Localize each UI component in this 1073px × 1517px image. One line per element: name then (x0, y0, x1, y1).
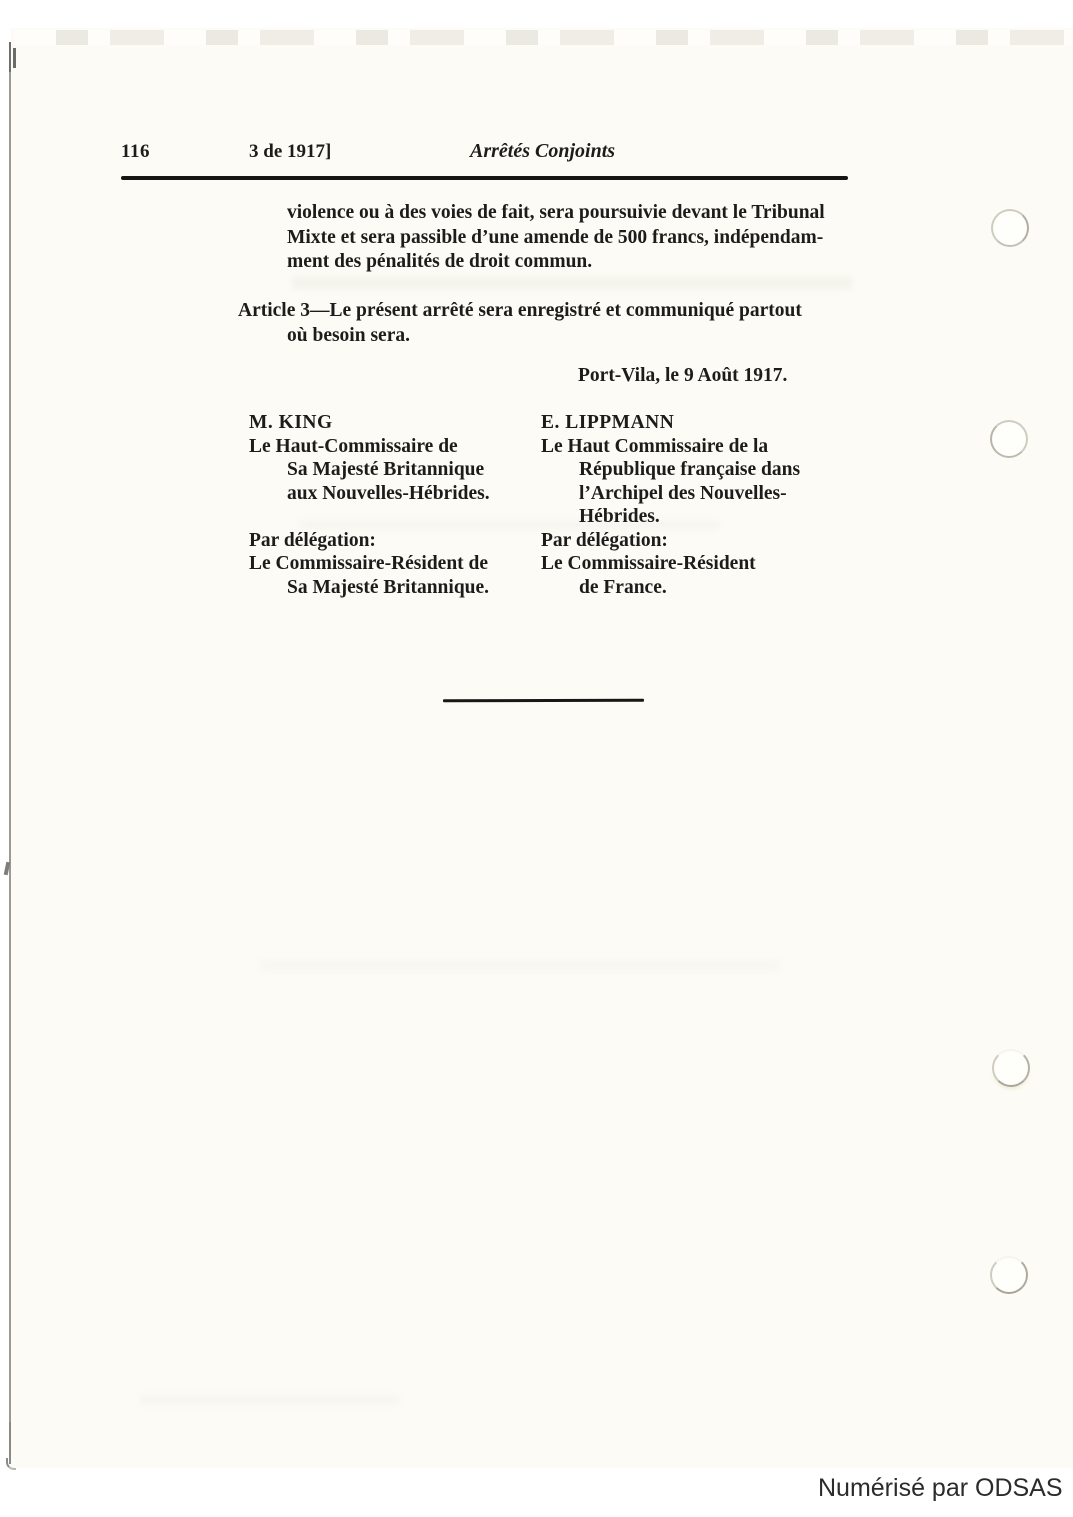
signature-lines (541, 435, 800, 600)
signatory-name: E. LIPPMANN (541, 412, 675, 433)
text-line: ment des pénalités de droit commun. (287, 251, 593, 272)
text-line: de France. (579, 576, 667, 598)
signatory-name: M. KING (249, 412, 333, 433)
page-number: 116 (121, 141, 150, 162)
header-section-ref: 3 de 1917] (249, 141, 332, 162)
text-line: où besoin sera. (287, 324, 410, 346)
text-line: l’Archipel des Nouvelles- (579, 482, 787, 504)
separator-rule (443, 699, 644, 702)
signature-block-british (249, 411, 490, 599)
page-edge-shadow-line (9, 42, 11, 1464)
body-paragraph (287, 201, 825, 275)
text-line (249, 505, 490, 529)
scan-artifact-tick (13, 48, 16, 68)
punch-hole (991, 209, 1029, 247)
text-line: aux Nouvelles-Hébrides. (287, 482, 490, 504)
scan-smudge (260, 960, 780, 972)
dateline: Port-Vila, le 9 Août 1917. (578, 365, 788, 386)
scan-artifact-hook (6, 1458, 16, 1470)
scan-smudge (140, 1395, 400, 1405)
punch-hole (992, 1049, 1030, 1087)
text-line: Hébrides. (579, 506, 660, 527)
text-line: Sa Majesté Britannique (287, 459, 485, 480)
text-line: Mixte et sera passible d’une amende de 500 francs, indépendam- (287, 226, 824, 248)
scan-edge-dashes (14, 30, 1073, 45)
text-line: République française dans (579, 459, 801, 480)
text-line: Le Haut Commissaire de la (541, 435, 769, 457)
scan-smudge (292, 277, 852, 289)
text-line: Le Commissaire-Résident de (249, 553, 489, 574)
header-title: Arrêtés Conjoints (470, 140, 616, 162)
punch-hole (990, 1256, 1028, 1294)
punch-hole (990, 420, 1028, 458)
text-line: violence ou à des voies de fait, sera poursuivie devant le Tribunal (287, 202, 825, 223)
text-line: Le Commissaire-Résident (541, 553, 756, 574)
header-rule (121, 176, 848, 180)
text-line: Sa Majesté Britannique. (287, 576, 490, 598)
text-line: Par délégation: (249, 529, 376, 551)
signature-lines (249, 435, 490, 600)
text-line: Le Haut-Commissaire de (249, 435, 458, 457)
article-3-paragraph (238, 299, 802, 348)
watermark-text: Numérisé par ODSAS (818, 1474, 1063, 1502)
text-line: Article 3—Le présent arrêté sera enregistré et communiqué partout (238, 300, 802, 321)
text-line: Par délégation: (541, 529, 668, 551)
signature-block-french (541, 411, 800, 599)
